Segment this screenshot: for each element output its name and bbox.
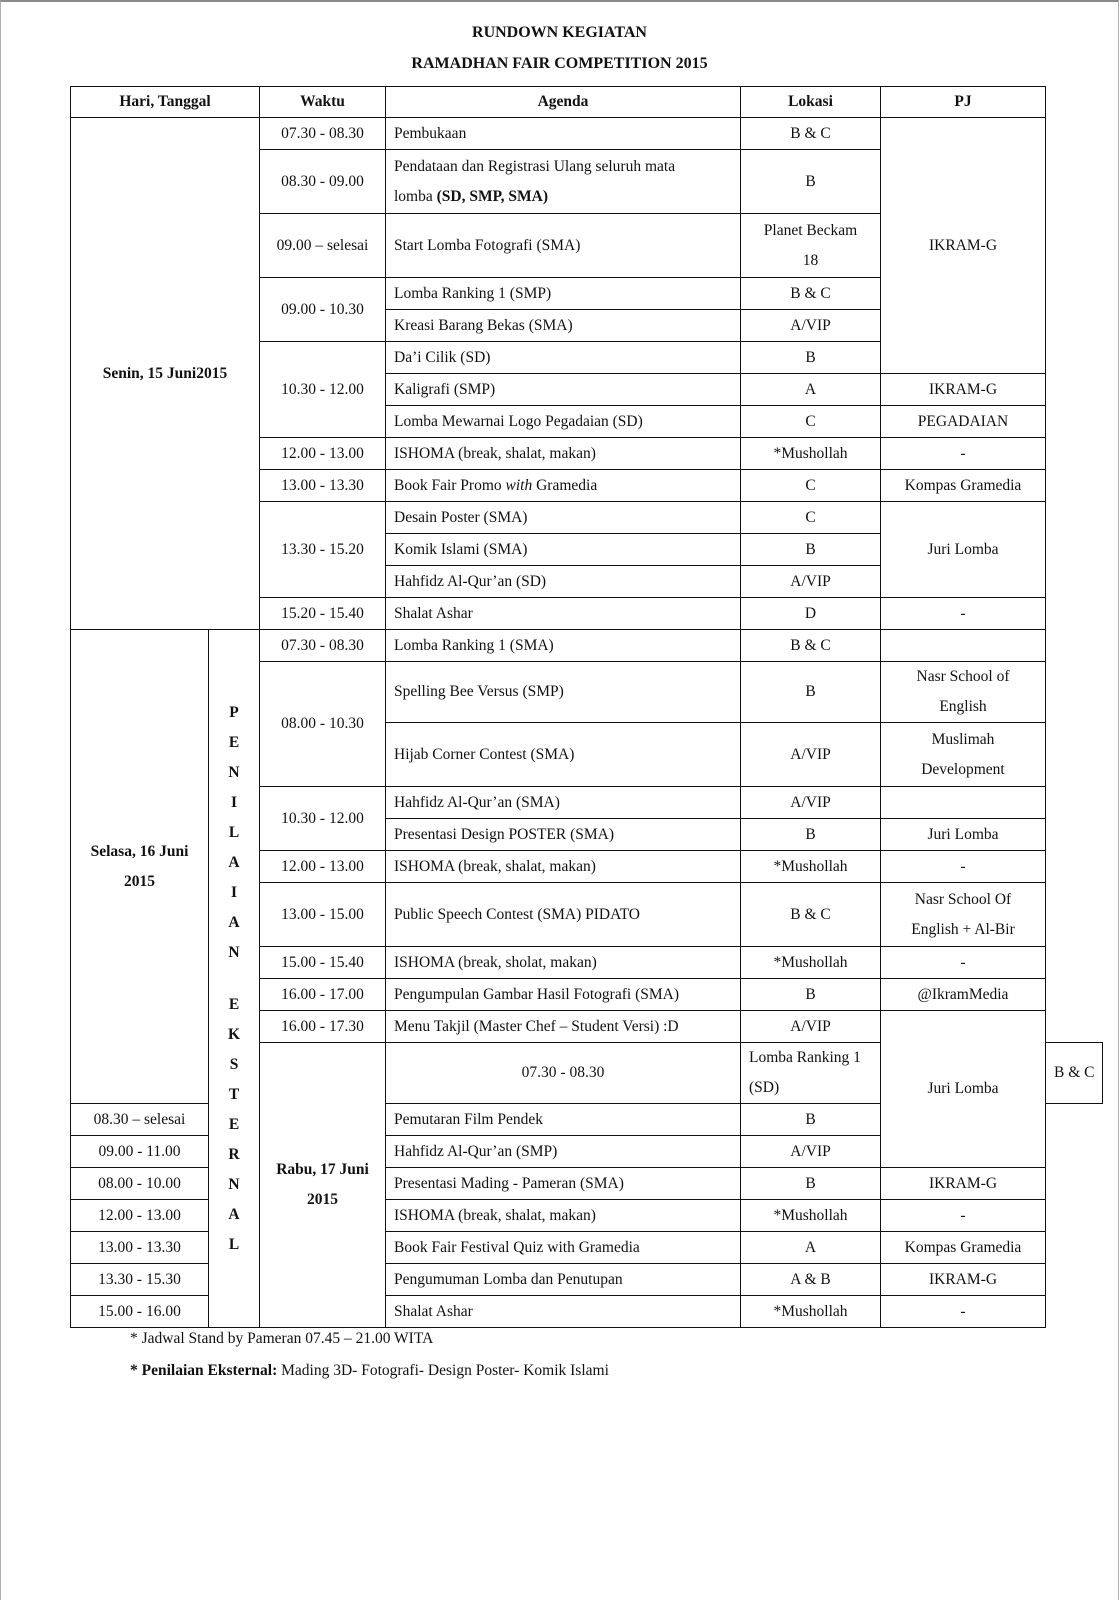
vertical-letter: E — [228, 995, 240, 1013]
agenda-cell: Pemutaran Film Pendek — [386, 1104, 741, 1136]
agenda-part: Book Fair Promo — [394, 476, 502, 494]
header-agenda: Agenda — [386, 87, 741, 118]
pj-cell — [881, 723, 1046, 787]
agenda-cell: Desain Poster (SMA) — [386, 502, 741, 534]
pj-cell: - — [881, 438, 1046, 470]
location-cell: A/VIP — [741, 723, 881, 787]
time-cell: 09.00 – selesai — [260, 214, 386, 278]
time-cell: 12.00 - 13.00 — [260, 438, 386, 470]
pj-cell: - — [881, 1296, 1046, 1328]
pj-line: Muslimah — [931, 730, 995, 748]
pj-cell: IKRAM-G — [881, 1168, 1046, 1200]
day-line: Rabu, 17 Juni — [276, 1161, 369, 1178]
time-cell: 07.30 - 08.30 — [260, 118, 386, 150]
agenda-cell: Kaligrafi (SMP) — [386, 374, 741, 406]
vertical-letter: L — [228, 823, 240, 841]
pj-cell — [881, 787, 1046, 819]
vertical-letter: A — [228, 853, 240, 871]
vertical-letter: N — [228, 943, 240, 961]
location-cell: B — [741, 662, 881, 723]
pj-cell: - — [881, 1200, 1046, 1232]
agenda-cell: Komik Islami (SMA) — [386, 534, 741, 566]
agenda-cell: Lomba Ranking 1 (SMP) — [386, 278, 741, 310]
agenda-cell: Menu Takjil (Master Chef – Student Versi) :D — [386, 1011, 741, 1043]
time-cell: 15.00 - 15.40 — [260, 947, 386, 979]
agenda-cell: Book Fair Festival Quiz with Gramedia — [386, 1232, 741, 1264]
pj-line: English + Al-Bir — [911, 920, 1015, 938]
location-cell: D — [741, 598, 881, 630]
location-cell: *Mushollah — [741, 438, 881, 470]
vertical-letter: A — [228, 1205, 240, 1223]
time-cell: 07.30 - 08.30 — [386, 1043, 741, 1104]
agenda-cell: Lomba Ranking 1 (SMA) — [386, 630, 741, 662]
location-cell: *Mushollah — [741, 1296, 881, 1328]
agenda-cell: Presentasi Mading - Pameran (SMA) — [386, 1168, 741, 1200]
pj-cell: - — [881, 851, 1046, 883]
location-cell: B — [741, 150, 881, 214]
location-cell: B — [741, 979, 881, 1011]
location-cell: C — [741, 406, 881, 438]
location-cell: B & C — [741, 278, 881, 310]
agenda-cell: Kreasi Barang Bekas (SMA) — [386, 310, 741, 342]
location-cell: B — [741, 534, 881, 566]
agenda-cell: Presentasi Design POSTER (SMA) — [386, 819, 741, 851]
location-cell: A & B — [741, 1264, 881, 1296]
location-cell: B — [741, 1104, 881, 1136]
agenda-levels: (SD, SMP, SMA) — [436, 187, 549, 205]
time-cell: 08.30 - 09.00 — [260, 150, 386, 214]
vertical-letter: P — [229, 703, 239, 721]
time-cell: 13.00 - 13.30 — [260, 470, 386, 502]
time-cell: 15.20 - 15.40 — [260, 598, 386, 630]
time-cell: 08.00 - 10.30 — [260, 662, 386, 787]
pj-line: Nasr School of — [916, 668, 1010, 685]
time-cell: 13.00 - 13.30 — [71, 1232, 209, 1264]
agenda-cell: Lomba Mewarnai Logo Pegadaian (SD) — [386, 406, 741, 438]
vertical-letter: K — [227, 1025, 241, 1043]
vertical-letter: R — [228, 1145, 240, 1163]
location-cell: B — [741, 819, 881, 851]
location-cell: B & C — [741, 118, 881, 150]
rundown-table — [70, 86, 1103, 1328]
time-cell: 13.00 - 15.00 — [260, 883, 386, 947]
agenda-cell — [386, 150, 741, 214]
agenda-cell: Hijab Corner Contest (SMA) — [386, 723, 741, 787]
vertical-letter: A — [228, 913, 240, 931]
pj-cell: Kompas Gramedia — [881, 1232, 1046, 1264]
pj-cell: Juri Lomba — [881, 819, 1046, 851]
vertical-letter: E — [228, 1115, 240, 1133]
location-cell: A — [741, 1232, 881, 1264]
pj-cell: IKRAM-G — [881, 118, 1046, 374]
agenda-cell: Spelling Bee Versus (SMP) — [386, 662, 741, 723]
pj-cell: IKRAM-G — [881, 1264, 1046, 1296]
pj-cell: Juri Lomba — [881, 1011, 1046, 1168]
table-row — [71, 630, 1103, 662]
time-cell: 15.00 - 16.00 — [71, 1296, 209, 1328]
location-cell: *Mushollah — [741, 947, 881, 979]
day-wednesday — [260, 1043, 386, 1328]
table-header-row — [71, 87, 1103, 118]
agenda-cell: Da’i Cilik (SD) — [386, 342, 741, 374]
pj-cell: PEGADAIAN — [881, 406, 1046, 438]
agenda-cell: Hahfidz Al-Qur’an (SMA) — [386, 787, 741, 819]
location-cell: C — [741, 502, 881, 534]
agenda-cell: ISHOMA (break, shalat, makan) — [386, 851, 741, 883]
agenda-cell: Start Lomba Fotografi (SMA) — [386, 214, 741, 278]
vertical-letter: L — [228, 1235, 240, 1253]
vertical-letter: I — [230, 793, 238, 811]
time-cell: 07.30 - 08.30 — [260, 630, 386, 662]
location-cell: A/VIP — [741, 1136, 881, 1168]
agenda-cell: Hahfidz Al-Qur’an (SMP) — [386, 1136, 741, 1168]
agenda-cell: Public Speech Contest (SMA) PIDATO — [386, 883, 741, 947]
header-time: Waktu — [260, 87, 386, 118]
location-cell: B & C — [741, 883, 881, 947]
location-cell: B & C — [741, 630, 881, 662]
time-cell: 10.30 - 12.00 — [260, 342, 386, 438]
agenda-cell: Lomba Ranking 1 (SD) — [741, 1043, 881, 1104]
table-row — [71, 118, 1103, 150]
location-cell: *Mushollah — [741, 851, 881, 883]
agenda-cell: Pengumpulan Gambar Hasil Fotografi (SMA) — [386, 979, 741, 1011]
location-cell: A/VIP — [741, 1011, 881, 1043]
header-pj: PJ — [881, 87, 1046, 118]
agenda-cell: Shalat Ashar — [386, 598, 741, 630]
location-cell: B — [741, 1168, 881, 1200]
pj-line: Development — [921, 760, 1005, 778]
note-stand-schedule: * Jadwal Stand by Pameran 07.45 – 21.00 WITA — [130, 1330, 434, 1347]
time-cell: 13.30 - 15.30 — [71, 1264, 209, 1296]
vertical-letter: I — [230, 883, 238, 901]
time-cell: 12.00 - 13.00 — [71, 1200, 209, 1232]
header-day: Hari, Tanggal — [71, 87, 260, 118]
document-subtitle: RAMADHAN FAIR COMPETITION 2015 — [411, 55, 708, 72]
day-line: 2015 — [124, 872, 155, 890]
note-label: * Penilaian Eksternal: — [130, 1362, 278, 1379]
pj-cell — [881, 630, 1046, 662]
pj-cell: Juri Lomba — [881, 502, 1046, 598]
day-tuesday — [71, 630, 209, 1104]
note-text: Mading 3D- Fotografi- Design Poster- Komik Islami — [277, 1362, 609, 1379]
pj-cell: - — [881, 598, 1046, 630]
agenda-cell: Pengumuman Lomba dan Penutupan — [386, 1264, 741, 1296]
note-external-assessment — [130, 1362, 609, 1380]
location-cell: B — [741, 342, 881, 374]
agenda-part: Gramedia — [536, 476, 598, 494]
header-location: Lokasi — [741, 87, 881, 118]
day-monday: Senin, 15 Juni2015 — [71, 118, 260, 630]
document-title: RUNDOWN KEGIATAN — [472, 24, 647, 41]
pj-cell: IKRAM-G — [881, 374, 1046, 406]
pj-line: English — [939, 698, 987, 715]
agenda-part-italic: with — [505, 476, 533, 494]
pj-cell — [881, 883, 1046, 947]
time-cell: 09.00 - 10.30 — [260, 278, 386, 342]
location-cell — [741, 214, 881, 278]
pj-line: Nasr School Of — [914, 890, 1012, 908]
location-cell: C — [741, 470, 881, 502]
location-cell: A/VIP — [741, 566, 881, 598]
location-line: 18 — [802, 251, 819, 269]
time-cell: 09.00 - 11.00 — [71, 1136, 209, 1168]
agenda-cell: Hahfidz Al-Qur’an (SD) — [386, 566, 741, 598]
day-line: Selasa, 16 Juni — [90, 842, 189, 860]
vertical-letter: S — [229, 1055, 239, 1073]
location-cell: B & C — [1046, 1043, 1103, 1104]
time-cell: 12.00 - 13.00 — [260, 851, 386, 883]
vertical-letter: N — [228, 763, 240, 781]
agenda-cell: Pembukaan — [386, 118, 741, 150]
pj-cell: Kompas Gramedia — [881, 470, 1046, 502]
agenda-cell — [386, 470, 741, 502]
pj-cell: - — [881, 947, 1046, 979]
vertical-letter: T — [228, 1085, 240, 1103]
agenda-cell: ISHOMA (break, sholat, makan) — [386, 947, 741, 979]
agenda-cell: ISHOMA (break, shalat, makan) — [386, 1200, 741, 1232]
agenda-line: Pendataan dan Registrasi Ulang seluruh mata — [394, 157, 676, 175]
time-cell: 13.30 - 15.20 — [260, 502, 386, 598]
time-cell: 08.00 - 10.00 — [71, 1168, 209, 1200]
location-cell: A/VIP — [741, 310, 881, 342]
agenda-cell: ISHOMA (break, shalat, makan) — [386, 438, 741, 470]
vertical-letter: E — [228, 733, 240, 751]
time-cell: 10.30 - 12.00 — [260, 787, 386, 851]
location-cell: *Mushollah — [741, 1200, 881, 1232]
agenda-line: lomba — [394, 187, 433, 205]
time-cell: 16.00 - 17.30 — [260, 1011, 386, 1043]
penilaian-eksternal-vertical-label — [209, 630, 260, 1328]
location-cell: A/VIP — [741, 787, 881, 819]
time-cell: 08.30 – selesai — [71, 1104, 209, 1136]
time-cell: 16.00 - 17.00 — [260, 979, 386, 1011]
day-line: 2015 — [307, 1191, 338, 1208]
location-cell: A — [741, 374, 881, 406]
pj-cell — [881, 662, 1046, 723]
vertical-letter: N — [228, 1175, 240, 1193]
pj-cell: @IkramMedia — [881, 979, 1046, 1011]
location-line: Planet Beckam — [763, 221, 858, 239]
agenda-cell: Shalat Ashar — [386, 1296, 741, 1328]
